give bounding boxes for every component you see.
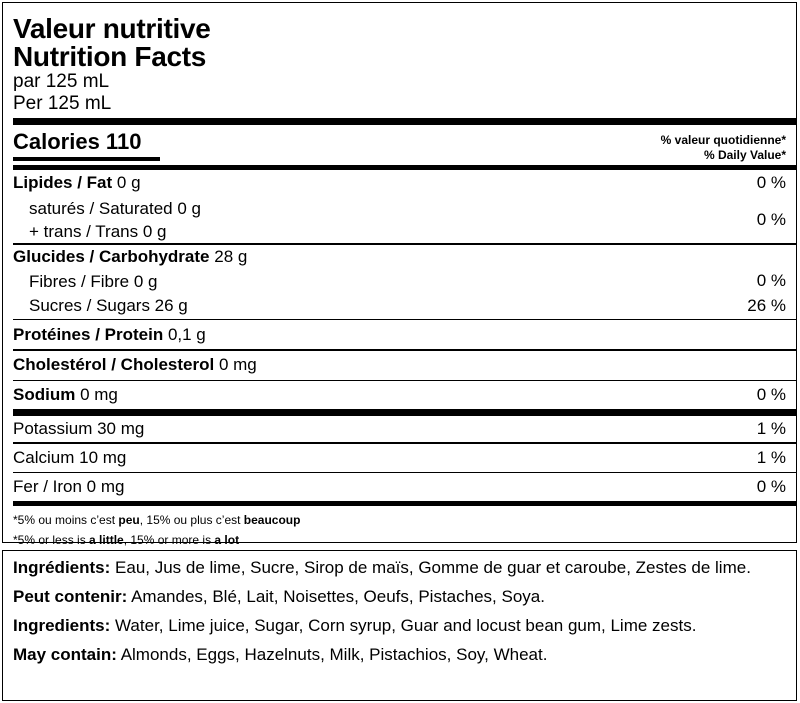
ingredients-french xyxy=(13,557,786,578)
potassium-row xyxy=(13,416,786,442)
potassium-label: Potassium 30 mg xyxy=(13,419,145,438)
protein-amount: 0,1 g xyxy=(167,324,206,344)
ingredients-french-label: Ingrédients: xyxy=(13,558,111,577)
fibre-daily-value: 0 % xyxy=(756,271,786,290)
protein-row xyxy=(13,320,786,349)
ingredients-panel xyxy=(2,550,797,701)
sugars-label: Sucres / Sugars 26 g xyxy=(29,296,188,315)
nutrition-facts-panel xyxy=(2,2,797,547)
sodium-row xyxy=(13,381,786,409)
ingredients-english xyxy=(13,615,786,636)
daily-value-header-english: % Daily Value* xyxy=(703,148,786,162)
calories-row xyxy=(13,125,786,165)
carbohydrate-amount: 28 g xyxy=(214,247,248,266)
ingredients-english-label: Ingredients: xyxy=(13,616,111,635)
footnote-emphasis: a lot xyxy=(214,533,240,547)
fat-label: Lipides / Fat xyxy=(13,173,113,192)
footnote-french xyxy=(13,510,786,530)
thick-divider xyxy=(13,409,796,416)
may-contain-french-text: Amandes, Blé, Lait, Noisettes, Oeufs, Pistaches, Soya. xyxy=(127,587,545,606)
saturated-trans-daily-value: 0 % xyxy=(756,209,786,229)
potassium-daily-value: 1 % xyxy=(756,419,786,438)
cholesterol-amount: 0 mg xyxy=(218,355,257,374)
title-english: Nutrition Facts xyxy=(13,41,207,72)
may-contain-english-text: Almonds, Eggs, Hazelnuts, Milk, Pistachios, Soy, Wheat. xyxy=(116,645,548,664)
cholesterol-row xyxy=(13,351,786,380)
trans-fat: + trans / Trans 0 g xyxy=(29,221,167,241)
may-contain-english xyxy=(13,644,786,665)
footnote-emphasis: a little xyxy=(89,533,124,547)
iron-row xyxy=(13,473,786,501)
footnote-text: *5% or less is xyxy=(13,533,90,547)
sugars-row xyxy=(13,293,786,319)
may-contain-french-label: Peut contenir: xyxy=(13,587,128,606)
thick-divider xyxy=(13,118,796,125)
may-contain-french xyxy=(13,586,786,607)
saturated-fat: saturés / Saturated 0 g xyxy=(29,198,201,218)
fibre-label: Fibres / Fibre 0 g xyxy=(29,271,158,291)
sodium-label: Sodium xyxy=(13,385,76,404)
serving-size-english: Per 125 mL xyxy=(13,93,112,114)
fat-row xyxy=(13,170,786,196)
medium-divider xyxy=(13,501,796,506)
footnote xyxy=(13,510,786,550)
fat-daily-value: 0 % xyxy=(756,173,786,192)
footnote-text: , 15% or more is xyxy=(123,533,215,547)
protein-label: Protéines / Protein xyxy=(13,324,164,344)
daily-value-header xyxy=(661,133,786,163)
sodium-daily-value: 0 % xyxy=(756,385,786,404)
carbohydrate-label: Glucides / Carbohydrate xyxy=(13,247,210,266)
fibre-row xyxy=(13,270,786,293)
daily-value-header-french: % valeur quotidienne* xyxy=(660,133,786,147)
footnote-text: , 15% ou plus c’est xyxy=(139,513,244,527)
iron-label: Fer / Iron 0 mg xyxy=(13,477,125,496)
sugars-daily-value: 26 % xyxy=(747,295,786,315)
calories-label: Calories 110 xyxy=(13,129,142,154)
calcium-row xyxy=(13,444,786,472)
fat-amount: 0 g xyxy=(116,173,141,192)
footnote-english xyxy=(13,530,786,550)
footnote-text: *5% ou moins c’est xyxy=(13,513,119,527)
title-french: Valeur nutritive xyxy=(13,13,211,44)
cholesterol-label: Cholestérol / Cholesterol xyxy=(13,355,215,374)
calories-underline xyxy=(13,157,160,161)
may-contain-english-label: May contain: xyxy=(13,645,117,664)
ingredients-french-text: Eau, Jus de lime, Sucre, Sirop de maïs, Gomme de guar et caroube, Zestes de lime. xyxy=(110,558,751,577)
serving-size-french: par 125 mL xyxy=(13,71,110,92)
ingredients-english-text: Water, Lime juice, Sugar, Corn syrup, Guar and locust bean gum, Lime zests. xyxy=(110,616,697,635)
iron-daily-value: 0 % xyxy=(756,477,786,496)
calcium-daily-value: 1 % xyxy=(756,447,786,467)
footnote-emphasis: beaucoup xyxy=(243,513,301,527)
calcium-label: Calcium 10 mg xyxy=(13,447,127,467)
sodium-amount: 0 mg xyxy=(80,385,118,404)
saturated-trans-row xyxy=(13,196,786,243)
footnote-emphasis: peu xyxy=(118,513,140,527)
carbohydrate-row xyxy=(13,245,786,270)
